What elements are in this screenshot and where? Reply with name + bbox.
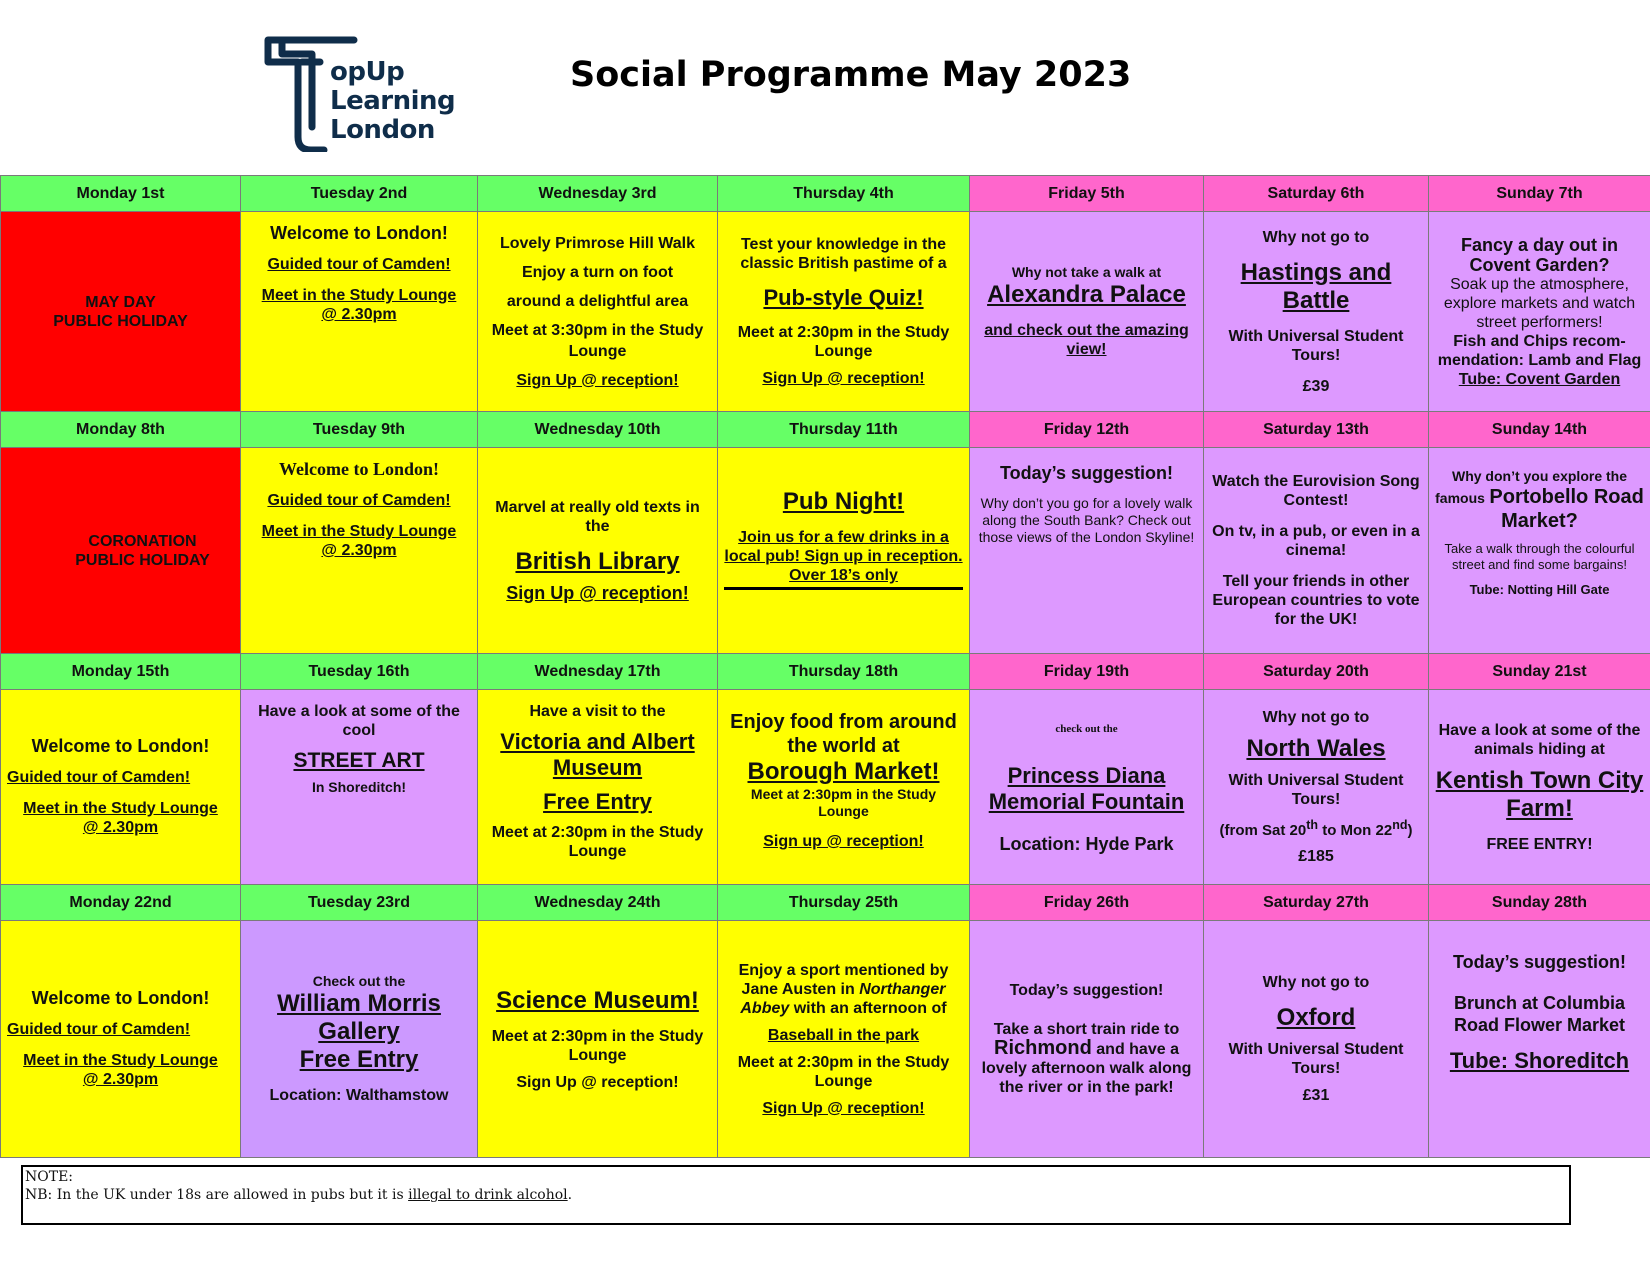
day-header: Sunday 21st (1429, 654, 1650, 690)
suggestion-cell (1429, 212, 1650, 412)
event-intro: Enjoy food from around the world at (730, 711, 957, 757)
week-2-header-row (1, 412, 1650, 448)
trip-operator: With Universal Student Tours! (1228, 327, 1404, 364)
trip-dates-start: (from Sat 20 (1219, 822, 1307, 839)
day-header: Thursday 11th (718, 412, 970, 448)
trip-dates-close: ) (1407, 822, 1413, 839)
suggestion-tip: Tell your friends in other European countries to vote for the UK! (1212, 573, 1420, 628)
event-meeting: Meet in the Study Lounge (261, 523, 457, 540)
trip-cell (1204, 690, 1429, 885)
suggestion-intro-2: famous (1435, 490, 1485, 506)
trip-intro: Why not go to (1262, 709, 1370, 726)
event-detail: around a delightful area (506, 292, 689, 310)
suggestion-location: Location: Hyde Park (999, 834, 1174, 854)
day-header: Saturday 20th (1204, 654, 1429, 690)
day-header: Sunday 28th (1429, 885, 1650, 921)
day-header: Thursday 18th (718, 654, 970, 690)
event-title: Science Museum! (496, 986, 699, 1014)
day-header: Saturday 27th (1204, 885, 1429, 921)
event-meeting: Meet in the Study Lounge (261, 287, 457, 304)
book-title: Northanger Abbey (740, 980, 946, 1017)
suggestion-cell (241, 921, 478, 1158)
signup-link[interactable]: Sign Up @ reception! (762, 1099, 925, 1117)
event-cell (718, 448, 970, 654)
event-cell (718, 921, 970, 1158)
day-header: Wednesday 10th (478, 412, 718, 448)
day-header: Tuesday 2nd (241, 176, 478, 212)
tube-station: Tube: Covent Garden (1458, 370, 1621, 388)
trip-intro: Why not go to (1262, 228, 1370, 246)
suggestion-tip: Fish and Chips recom-mendation: Lamb and Flag (1437, 332, 1642, 369)
event-detail: Guided tour of Camden! (267, 492, 451, 509)
suggestion-detail: Brunch at Columbia Road Flower Market (1453, 993, 1626, 1035)
ordinal-suffix: th (1306, 818, 1319, 832)
trip-operator: With Universal Student Tours! (1228, 1041, 1404, 1077)
holiday-name: CORONATION (88, 532, 197, 550)
note-box (21, 1165, 1571, 1225)
suggestion-place: William Morris Gallery (277, 990, 441, 1045)
suggestion-place: Richmond (994, 1037, 1092, 1059)
logo-line-3: London (330, 115, 435, 145)
logo-line-1: opUp (330, 57, 405, 87)
event-intro: Test your knowledge in the classic British pastime of a (740, 236, 947, 272)
week-3-row (1, 690, 1650, 885)
suggestion-detail-text-2: and have a lovely afternoon walk along the river or in the park! (981, 1041, 1192, 1096)
note-text-body: NB: In the UK under 18s are allowed in pubs but it is (25, 1187, 409, 1203)
note-text-end: . (567, 1187, 573, 1203)
week-4-header-row (1, 885, 1650, 921)
trip-dates (1210, 817, 1422, 839)
event-detail: Guided tour of Camden! (7, 769, 191, 786)
suggestion-detail (976, 1020, 1197, 1097)
signup-link[interactable]: Sign Up @ reception! (762, 370, 925, 387)
event-meeting: Meet in the Study Lounge (23, 1052, 218, 1069)
day-header: Thursday 4th (718, 176, 970, 212)
logo-wordmark (330, 58, 455, 145)
event-title: Welcome to London! (279, 459, 439, 479)
event-cell (1, 690, 241, 885)
suggestion-cell (1429, 448, 1650, 654)
event-cell (478, 212, 718, 412)
trip-price: £39 (1302, 377, 1330, 395)
day-header: Saturday 6th (1204, 176, 1429, 212)
holiday-cell (1, 448, 241, 654)
signup-link[interactable]: Sign up @ reception! (763, 833, 924, 850)
week-1-row (1, 212, 1650, 412)
page-title: Social Programme May 2023 (570, 55, 1132, 95)
event-time: @ 2.30pm (82, 1071, 159, 1088)
suggestion-cell (970, 448, 1204, 654)
note-label: NOTE: (25, 1169, 74, 1185)
day-header: Sunday 7th (1429, 176, 1650, 212)
event-price: Free Entry (543, 789, 652, 814)
event-intro-text-2: with an afternoon of (793, 999, 947, 1017)
trip-price: £31 (1302, 1087, 1330, 1104)
signup-link[interactable]: Sign Up @ reception! (516, 1073, 679, 1091)
event-title: Victoria and Albert Museum (500, 729, 695, 780)
logo-line-2: Learning (330, 86, 456, 116)
week-2-row (1, 448, 1650, 654)
event-title: Lovely Primrose Hill Walk (499, 234, 696, 252)
event-title: Welcome to London! (270, 223, 448, 243)
suggestion-intro: Why don’t you explore the (1451, 468, 1627, 484)
trip-destination: Oxford (1276, 1004, 1356, 1031)
suggestion-place: Alexandra Palace (987, 281, 1186, 308)
event-cell (1, 921, 241, 1158)
event-time: @ 2.30pm (82, 819, 159, 836)
day-header: Wednesday 17th (478, 654, 718, 690)
event-cell (478, 690, 718, 885)
suggestion-cell (970, 212, 1204, 412)
event-intro: Have a visit to the (529, 703, 666, 720)
suggestion-detail-text: Take a short train ride to (993, 1021, 1180, 1038)
suggestion-detail: Soak up the atmosphere, explore markets and watch street performers! (1443, 275, 1636, 331)
holiday-label: PUBLIC HOLIDAY (53, 312, 188, 330)
suggestion-intro: Have a look at some of the cool (258, 703, 460, 739)
event-detail: Guided tour of Camden! (267, 256, 451, 273)
day-header: Tuesday 16th (241, 654, 478, 690)
day-header: Saturday 13th (1204, 412, 1429, 448)
suggestion-cell (970, 921, 1204, 1158)
trip-cell (1204, 921, 1429, 1158)
suggestion-cell (1429, 921, 1650, 1158)
event-detail: Enjoy a turn on foot (521, 263, 674, 281)
signup-link[interactable]: Sign Up @ reception! (506, 583, 689, 603)
event-cell (478, 921, 718, 1158)
day-header: Monday 15th (1, 654, 241, 690)
tube-station: Tube: Shoreditch (1449, 1048, 1630, 1073)
event-meeting: Meet at 2:30pm in the Study Lounge (491, 824, 704, 860)
suggestion-detail: Why don’t you go for a lovely walk along the South Bank? Check out those views of the London Skyline! (978, 495, 1195, 545)
week-3-header-row (1, 654, 1650, 690)
day-header: Monday 8th (1, 412, 241, 448)
suggestion-title: Today’s suggestion! (1452, 952, 1626, 972)
event-cell (241, 448, 478, 654)
suggestion-title: Today’s suggestion! (1009, 982, 1164, 999)
suggestion-price: FREE ENTRY! (1486, 835, 1593, 853)
event-title: Borough Market! (747, 758, 940, 785)
day-header: Wednesday 3rd (478, 176, 718, 212)
suggestion-detail: On tv, in a pub, or even in a cinema! (1212, 523, 1420, 559)
suggestion-title: Today’s suggestion! (999, 463, 1173, 483)
note-emphasis: illegal to drink alcohol (408, 1187, 568, 1203)
trip-destination: North Wales (1246, 735, 1386, 762)
suggestion-intro: Have a look at some of the animals hiding at (1438, 721, 1641, 758)
suggestion-cell (970, 690, 1204, 885)
day-header: Wednesday 24th (478, 885, 718, 921)
week-4-row (1, 921, 1650, 1158)
event-meeting: Meet at 2:30pm in the Study Lounge (491, 1027, 704, 1064)
event-detail: Guided tour of Camden! (7, 1021, 191, 1038)
day-header: Friday 19th (970, 654, 1204, 690)
week-1-header-row (1, 176, 1650, 212)
suggestion-cell (1429, 690, 1650, 885)
suggestion-intro: Check out the (312, 973, 406, 989)
event-intro-text: Enjoy a sport mentioned by Jane Austen in (738, 961, 949, 998)
holiday-cell (1, 212, 241, 412)
trip-intro: Why not go to (1262, 974, 1370, 991)
holiday-name: MAY DAY (85, 293, 156, 311)
day-header: Friday 12th (970, 412, 1204, 448)
day-header: Tuesday 23rd (241, 885, 478, 921)
suggestion-price: Free Entry (299, 1046, 419, 1073)
event-title: Welcome to London! (31, 736, 210, 756)
suggestion-intro: Why not take a walk at (1011, 264, 1162, 280)
calendar-table (0, 175, 1650, 1158)
event-detail: Join us for a few drinks in a local pub! Sign up in reception. Over 18’s only (724, 528, 963, 590)
note-text (25, 1186, 1567, 1204)
event-meeting: Meet at 2:30pm in the Study Lounge (737, 324, 950, 360)
event-cell (718, 212, 970, 412)
day-header: Monday 1st (1, 176, 241, 212)
event-cell (718, 690, 970, 885)
trip-price: £185 (1298, 848, 1334, 865)
event-meeting: Meet at 3:30pm in the Study Lounge (491, 321, 704, 360)
trip-operator: With Universal Student Tours! (1228, 772, 1404, 808)
tube-station: Tube: Notting Hill Gate (1469, 582, 1610, 597)
event-title: Pub Night! (782, 488, 905, 515)
event-title: Baseball in the park (767, 1026, 920, 1044)
day-header: Friday 5th (970, 176, 1204, 212)
event-time: @ 2.30pm (321, 542, 397, 559)
event-time: @ 2.30pm (321, 306, 397, 323)
suggestion-place: Portobello Road Market? (1489, 486, 1644, 532)
event-title: British Library (515, 548, 680, 575)
suggestion-detail: Take a walk through the colourful street and find some bargains! (1444, 541, 1635, 572)
event-cell (478, 448, 718, 654)
day-header: Friday 26th (970, 885, 1204, 921)
event-title: Pub-style Quiz! (763, 285, 924, 310)
day-header: Thursday 25th (718, 885, 970, 921)
day-header: Sunday 14th (1429, 412, 1650, 448)
suggestion-title: Watch the Eurovision Song Contest! (1212, 473, 1420, 509)
suggestion-cell (1204, 448, 1429, 654)
suggestion-location: Location: Walthamstow (269, 1087, 449, 1104)
trip-destination: Hastings and Battle (1240, 258, 1392, 314)
event-intro: Marvel at really old texts in the (495, 499, 700, 535)
event-cell (241, 212, 478, 412)
ordinal-suffix: nd (1392, 818, 1408, 832)
signup-link[interactable]: Sign Up @ reception! (516, 371, 679, 389)
suggestion-place: Princess Diana Memorial Fountain (988, 763, 1185, 814)
suggestion-intro: check out the (1055, 723, 1118, 735)
day-header: Monday 22nd (1, 885, 241, 921)
trip-cell (1204, 212, 1429, 412)
suggestion-title: Fancy a day out in Covent Garden? (1460, 234, 1619, 275)
event-intro (724, 961, 963, 1018)
holiday-label: PUBLIC HOLIDAY (75, 551, 210, 569)
event-meeting: Meet at 2:30pm in the Study Lounge (750, 786, 937, 819)
day-header: Tuesday 9th (241, 412, 478, 448)
event-title: Welcome to London! (31, 988, 210, 1008)
suggestion-place: STREET ART (293, 749, 425, 772)
event-meeting: Meet at 2:30pm in the Study Lounge (737, 1053, 950, 1090)
suggestion-cell (241, 690, 478, 885)
trip-dates-end: to Mon 22 (1318, 822, 1393, 839)
event-meeting: Meet in the Study Lounge (23, 800, 218, 817)
suggestion-detail: In Shoreditch! (311, 779, 407, 795)
suggestion-place: Kentish Town City Farm! (1435, 766, 1644, 822)
suggestion-detail: and check out the amazing view! (984, 322, 1189, 358)
